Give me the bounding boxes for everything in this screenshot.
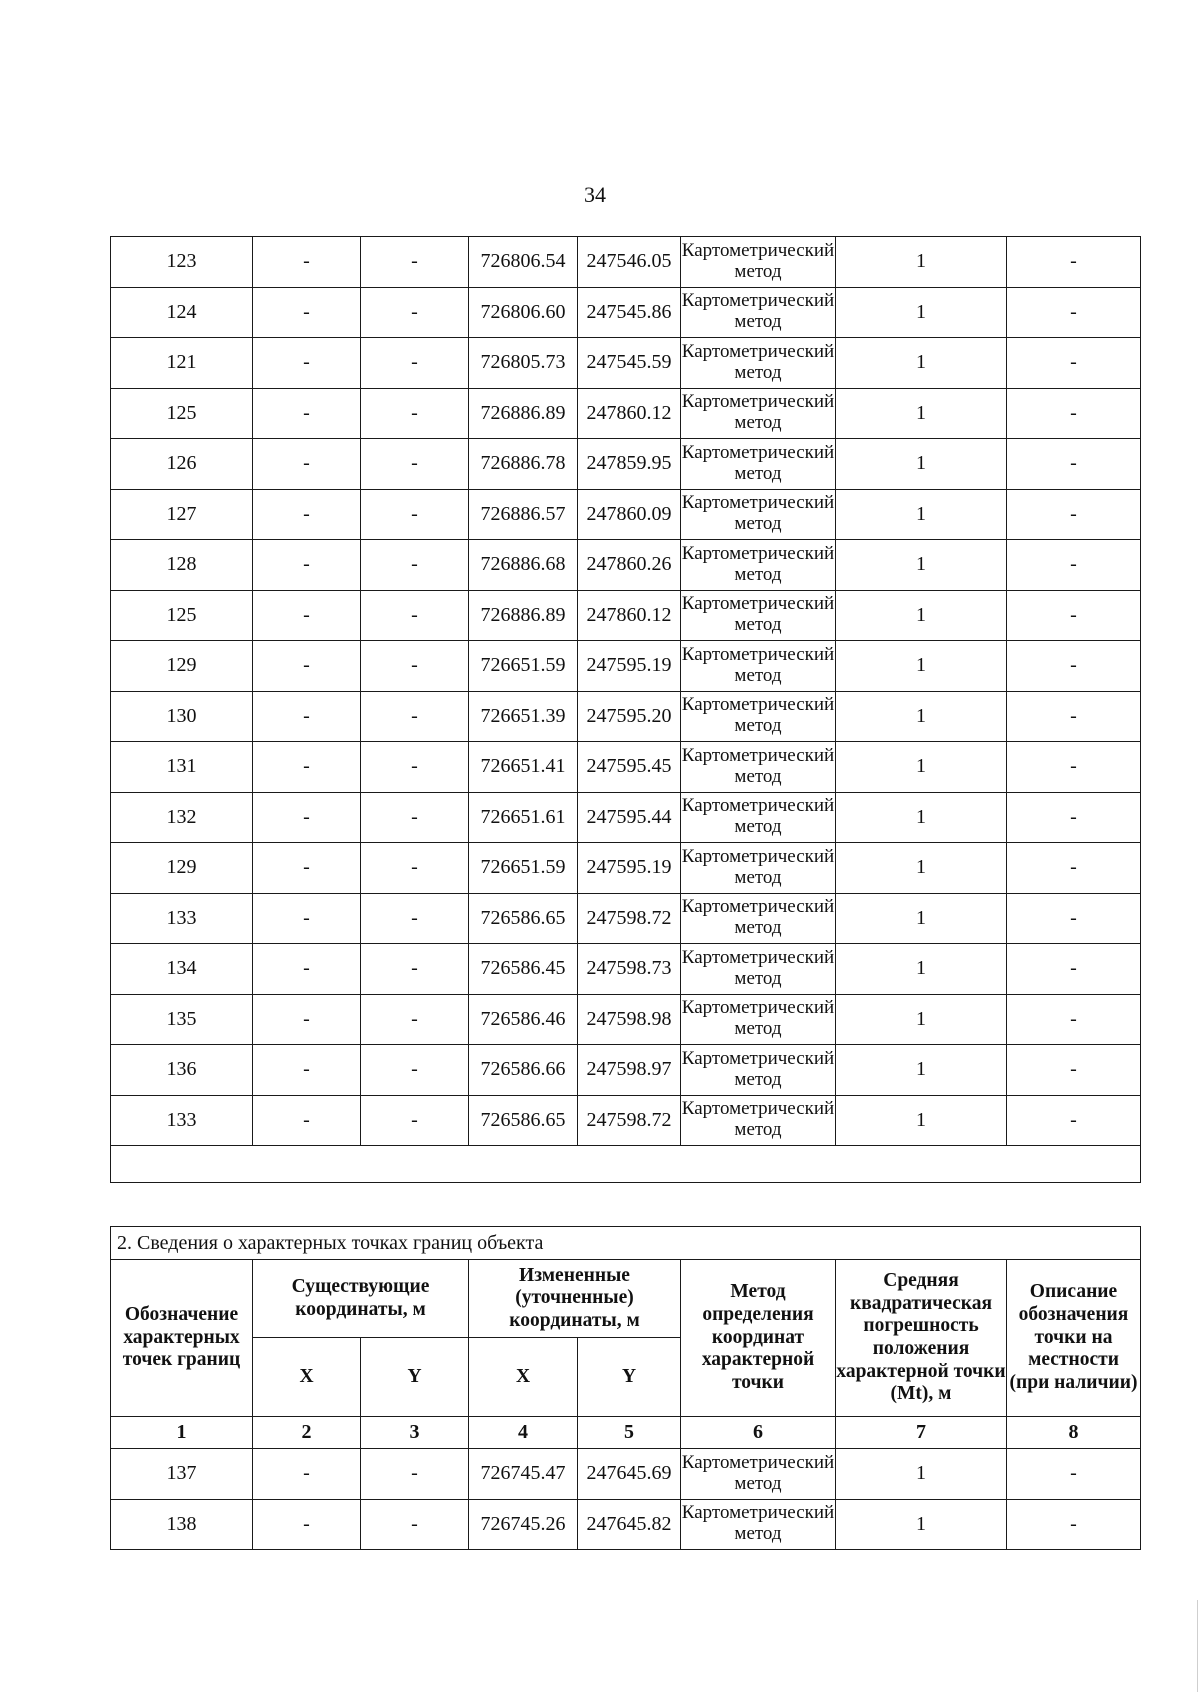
existing-x-cell: - [253,489,361,540]
changed-y-cell: 247645.69 [578,1449,681,1500]
description-cell: - [1007,944,1141,995]
existing-x-cell: - [253,944,361,995]
table-row [111,1045,1141,1096]
changed-x-cell: 726586.66 [469,1045,578,1096]
column-number-cell: 7 [836,1417,1007,1449]
description-cell: - [1007,843,1141,894]
point-number-cell: 121 [111,338,253,389]
method-cell: Картометрический метод [681,540,836,591]
accuracy-cell: 1 [836,338,1007,389]
header-method: Метод определения координат характерной точки [681,1260,836,1417]
existing-y-cell: - [361,439,469,490]
existing-y-cell: - [361,994,469,1045]
existing-x-cell: - [253,388,361,439]
existing-x-cell: - [253,540,361,591]
existing-y-cell: - [361,1499,469,1550]
table-row [111,691,1141,742]
description-cell: - [1007,439,1141,490]
description-cell: - [1007,1449,1141,1500]
point-number-cell: 125 [111,590,253,641]
table-row [111,439,1141,490]
method-cell: Картометрический метод [681,1449,836,1500]
table-row [111,1449,1141,1500]
changed-x-cell: 726651.39 [469,691,578,742]
existing-y-cell: - [361,489,469,540]
point-number-cell: 134 [111,944,253,995]
point-number-cell: 128 [111,540,253,591]
table-row [111,338,1141,389]
method-cell: Картометрический метод [681,287,836,338]
existing-x-cell: - [253,237,361,288]
existing-x-cell: - [253,843,361,894]
description-cell: - [1007,994,1141,1045]
table-row [111,843,1141,894]
method-cell: Картометрический метод [681,489,836,540]
description-cell: - [1007,590,1141,641]
point-number-cell: 136 [111,1045,253,1096]
accuracy-cell: 1 [836,994,1007,1045]
existing-y-cell: - [361,893,469,944]
column-number-cell: 6 [681,1417,836,1449]
changed-x-cell: 726651.61 [469,792,578,843]
existing-x-cell: - [253,893,361,944]
table-body [111,1449,1141,1550]
point-number-cell: 127 [111,489,253,540]
method-cell: Картометрический метод [681,1045,836,1096]
boundary-points-table [110,1226,1141,1550]
changed-x-cell: 726586.65 [469,1095,578,1146]
changed-y-cell: 247860.26 [578,540,681,591]
changed-y-cell: 247545.86 [578,287,681,338]
description-cell: - [1007,742,1141,793]
header-existing-coords: Существующие координаты, м [253,1260,469,1338]
existing-x-cell: - [253,287,361,338]
column-number-cell: 5 [578,1417,681,1449]
description-cell: - [1007,540,1141,591]
existing-y-cell: - [361,590,469,641]
description-cell: - [1007,641,1141,692]
point-number-cell: 132 [111,792,253,843]
accuracy-cell: 1 [836,641,1007,692]
table-row [111,489,1141,540]
description-cell: - [1007,1045,1141,1096]
accuracy-cell: 1 [836,287,1007,338]
table-row [111,540,1141,591]
changed-x-cell: 726651.59 [469,641,578,692]
changed-x-cell: 726586.65 [469,893,578,944]
method-cell: Картометрический метод [681,792,836,843]
existing-x-cell: - [253,590,361,641]
accuracy-cell: 1 [836,237,1007,288]
column-number-cell: 3 [361,1417,469,1449]
existing-y-cell: - [361,540,469,591]
existing-y-cell: - [361,1045,469,1096]
existing-y-cell: - [361,691,469,742]
table-row [111,641,1141,692]
table-row [111,1095,1141,1146]
accuracy-cell: 1 [836,792,1007,843]
method-cell: Картометрический метод [681,388,836,439]
table-row [111,1499,1141,1550]
point-number-cell: 130 [111,691,253,742]
changed-x-cell: 726886.68 [469,540,578,591]
changed-y-cell: 247598.72 [578,1095,681,1146]
method-cell: Картометрический метод [681,237,836,288]
header-changed-y: Y [578,1338,681,1417]
method-cell: Картометрический метод [681,893,836,944]
existing-x-cell: - [253,691,361,742]
description-cell: - [1007,237,1141,288]
existing-x-cell: - [253,439,361,490]
description-cell: - [1007,1499,1141,1550]
accuracy-cell: 1 [836,1449,1007,1500]
existing-x-cell: - [253,641,361,692]
description-cell: - [1007,338,1141,389]
existing-x-cell: - [253,994,361,1045]
changed-x-cell: 726886.57 [469,489,578,540]
method-cell: Картометрический метод [681,1499,836,1550]
accuracy-cell: 1 [836,540,1007,591]
changed-y-cell: 247860.12 [578,388,681,439]
accuracy-cell: 1 [836,944,1007,995]
existing-x-cell: - [253,792,361,843]
point-number-cell: 137 [111,1449,253,1500]
existing-y-cell: - [361,287,469,338]
column-number-cell: 1 [111,1417,253,1449]
table-row [111,893,1141,944]
table-row [111,994,1141,1045]
point-number-cell: 129 [111,843,253,894]
existing-y-cell: - [361,237,469,288]
point-number-cell: 123 [111,237,253,288]
table-body [111,237,1141,1183]
existing-x-cell: - [253,1449,361,1500]
header-existing-x: X [253,1338,361,1417]
accuracy-cell: 1 [836,1045,1007,1096]
point-number-cell: 133 [111,1095,253,1146]
empty-row [111,1146,1141,1183]
header-point-designation: Обозначение характерных точек границ [111,1260,253,1417]
accuracy-cell: 1 [836,1095,1007,1146]
changed-y-cell: 247645.82 [578,1499,681,1550]
method-cell: Картометрический метод [681,843,836,894]
changed-y-cell: 247859.95 [578,439,681,490]
accuracy-cell: 1 [836,893,1007,944]
changed-y-cell: 247598.98 [578,994,681,1045]
column-number-cell: 4 [469,1417,578,1449]
column-numbers-row [111,1417,1141,1449]
existing-y-cell: - [361,1095,469,1146]
description-cell: - [1007,893,1141,944]
description-cell: - [1007,792,1141,843]
changed-y-cell: 247595.44 [578,792,681,843]
accuracy-cell: 1 [836,742,1007,793]
point-number-cell: 125 [111,388,253,439]
point-number-cell: 124 [111,287,253,338]
page-number: 34 [584,182,606,207]
existing-y-cell: - [361,843,469,894]
changed-x-cell: 726886.89 [469,388,578,439]
changed-y-cell: 247598.97 [578,1045,681,1096]
description-cell: - [1007,287,1141,338]
changed-y-cell: 247598.73 [578,944,681,995]
existing-y-cell: - [361,1449,469,1500]
changed-x-cell: 726806.54 [469,237,578,288]
accuracy-cell: 1 [836,691,1007,742]
changed-x-cell: 726806.60 [469,287,578,338]
table-row [111,944,1141,995]
changed-x-cell: 726805.73 [469,338,578,389]
existing-y-cell: - [361,641,469,692]
method-cell: Картометрический метод [681,338,836,389]
changed-x-cell: 726886.78 [469,439,578,490]
description-cell: - [1007,489,1141,540]
changed-x-cell: 726586.45 [469,944,578,995]
column-number-cell: 2 [253,1417,361,1449]
changed-x-cell: 726586.46 [469,994,578,1045]
table-row [111,287,1141,338]
point-number-cell: 126 [111,439,253,490]
table-row [111,742,1141,793]
changed-x-cell: 726745.26 [469,1499,578,1550]
method-cell: Картометрический метод [681,944,836,995]
accuracy-cell: 1 [836,388,1007,439]
method-cell: Картометрический метод [681,439,836,490]
method-cell: Картометрический метод [681,1095,836,1146]
accuracy-cell: 1 [836,590,1007,641]
existing-x-cell: - [253,1045,361,1096]
changed-x-cell: 726651.41 [469,742,578,793]
changed-y-cell: 247545.59 [578,338,681,389]
header-existing-y: Y [361,1338,469,1417]
changed-y-cell: 247598.72 [578,893,681,944]
table-row [111,388,1141,439]
point-number-cell: 133 [111,893,253,944]
existing-x-cell: - [253,1499,361,1550]
existing-y-cell: - [361,944,469,995]
accuracy-cell: 1 [836,489,1007,540]
point-number-cell: 129 [111,641,253,692]
table-row [111,792,1141,843]
method-cell: Картометрический метод [681,742,836,793]
changed-y-cell: 247595.45 [578,742,681,793]
method-cell: Картометрический метод [681,994,836,1045]
changed-y-cell: 247595.19 [578,843,681,894]
accuracy-cell: 1 [836,439,1007,490]
changed-y-cell: 247595.20 [578,691,681,742]
changed-y-cell: 247860.12 [578,590,681,641]
changed-x-cell: 726886.89 [469,590,578,641]
table-header [111,1227,1141,1449]
section-title: 2. Сведения о характерных точках границ объекта [111,1227,1141,1260]
method-cell: Картометрический метод [681,590,836,641]
accuracy-cell: 1 [836,1499,1007,1550]
coordinates-table-continued [110,236,1141,1183]
accuracy-cell: 1 [836,843,1007,894]
header-changed-coords: Измененные (уточненные) координаты, м [469,1260,681,1338]
changed-x-cell: 726651.59 [469,843,578,894]
description-cell: - [1007,388,1141,439]
existing-y-cell: - [361,388,469,439]
header-changed-x: X [469,1338,578,1417]
existing-x-cell: - [253,338,361,389]
scan-edge [1197,1600,1198,1692]
header-accuracy: Средняя квадратическая погрешность положения характерной точки (Mt), м [836,1260,1007,1417]
point-number-cell: 138 [111,1499,253,1550]
existing-y-cell: - [361,792,469,843]
method-cell: Картометрический метод [681,641,836,692]
description-cell: - [1007,1095,1141,1146]
point-number-cell: 131 [111,742,253,793]
description-cell: - [1007,691,1141,742]
column-number-cell: 8 [1007,1417,1141,1449]
method-cell: Картометрический метод [681,691,836,742]
existing-x-cell: - [253,1095,361,1146]
existing-y-cell: - [361,338,469,389]
changed-y-cell: 247860.09 [578,489,681,540]
empty-cell [111,1146,1141,1183]
point-number-cell: 135 [111,994,253,1045]
header-description: Описание обозначения точки на местности (при наличии) [1007,1260,1141,1417]
changed-y-cell: 247595.19 [578,641,681,692]
table-row [111,590,1141,641]
existing-y-cell: - [361,742,469,793]
table-row [111,237,1141,288]
changed-x-cell: 726745.47 [469,1449,578,1500]
existing-x-cell: - [253,742,361,793]
changed-y-cell: 247546.05 [578,237,681,288]
